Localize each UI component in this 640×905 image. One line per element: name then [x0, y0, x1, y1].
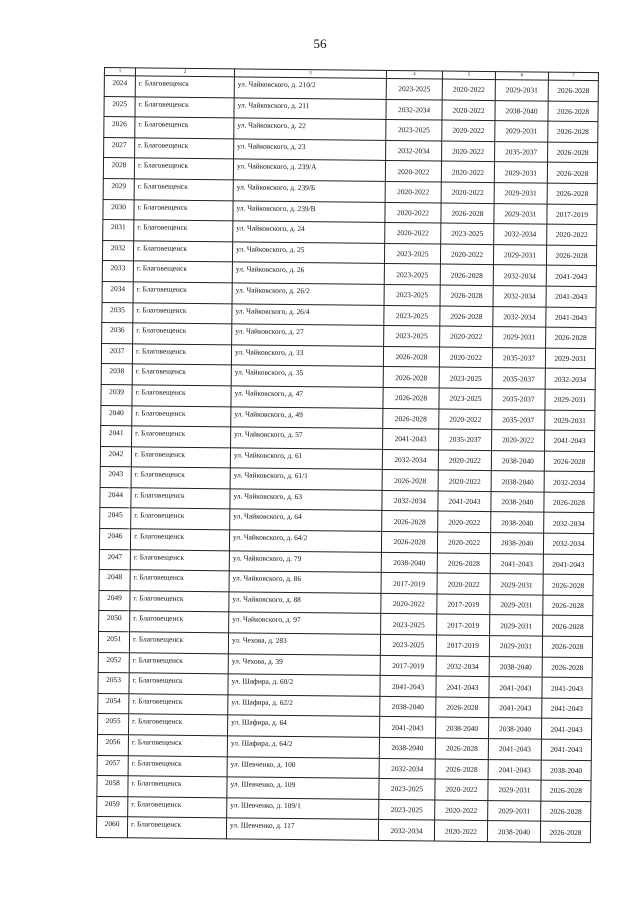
city-cell: г. Благовещенск [129, 694, 228, 716]
city-cell: г. Благовещенск [129, 673, 228, 695]
period-cell: 2020-2022 [547, 224, 597, 245]
period-cell: 2041-2043 [489, 677, 542, 698]
address-cell: ул. Чайковского, д. 86 [229, 571, 381, 593]
address-cell: ул. Чайковского, д. 239/А [233, 159, 385, 181]
period-cell: 2020-2022 [440, 326, 493, 347]
row-number: 2054 [98, 693, 129, 714]
city-cell: г. Благовещенск [130, 549, 229, 571]
column-number: 5 [442, 71, 495, 80]
period-cell: 2020-2022 [441, 161, 494, 182]
city-cell: г. Благовещенск [133, 323, 232, 345]
city-cell: г. Благовещенск [131, 467, 230, 489]
period-cell: 2026-2028 [440, 264, 493, 285]
period-cell: 2026-2028 [543, 574, 593, 595]
period-cell: 2020-2022 [437, 573, 490, 594]
city-cell: г. Благовещенск [128, 755, 227, 777]
city-cell: г. Благовещенск [128, 735, 227, 757]
address-cell: ул. Чайковского, д. 27 [232, 324, 384, 346]
period-cell: 2020-2022 [381, 593, 437, 614]
period-cell: 2029-2031 [494, 183, 547, 204]
period-cell: 2026-2028 [546, 327, 596, 348]
period-cell: 2020-2022 [442, 120, 495, 141]
table-body [96, 76, 598, 843]
period-cell: 2026-2028 [547, 183, 597, 204]
row-number: 2028 [103, 158, 134, 179]
city-cell: г. Благовещенск [134, 220, 233, 242]
row-number: 2059 [97, 796, 128, 817]
address-cell: ул. Шевченко, д. 109/1 [227, 798, 379, 820]
address-cell: ул. Чайковского, д. 61/1 [230, 468, 382, 490]
city-cell: г. Благовещенск [130, 529, 229, 551]
period-cell: 2017-2019 [437, 594, 490, 615]
row-number: 2042 [100, 446, 131, 467]
period-cell: 2041-2043 [542, 698, 592, 719]
period-cell: 2026-2028 [441, 203, 494, 224]
period-cell: 2029-2031 [493, 244, 546, 265]
city-cell: г. Благовещенск [132, 405, 231, 427]
period-cell: 2041-2043 [546, 307, 596, 328]
period-cell: 2017-2019 [381, 573, 437, 594]
period-cell: 2023-2025 [379, 779, 435, 800]
period-cell: 2026-2028 [542, 636, 592, 657]
row-number: 2057 [97, 755, 128, 776]
period-cell: 2035-2037 [492, 388, 545, 409]
city-cell: г. Благовещенск [131, 446, 230, 468]
city-cell: г. Благовещенск [130, 611, 229, 633]
page-number: 56 [313, 36, 327, 51]
period-cell: 2026-2028 [548, 80, 598, 101]
row-number: 2039 [101, 384, 132, 405]
period-cell: 2041-2043 [383, 429, 439, 450]
period-cell: 2020-2022 [442, 79, 495, 100]
period-cell: 2038-2040 [495, 100, 548, 121]
city-cell: г. Благовещенск [131, 488, 230, 510]
address-cell: ул. Чайковского, д. 97 [229, 612, 381, 634]
period-cell: 2032-2034 [382, 449, 438, 470]
address-cell: ул. Шафира, д. 64 [228, 715, 380, 737]
period-cell: 2038-2040 [541, 760, 591, 781]
city-cell: г. Благовещенск [131, 508, 230, 530]
city-cell: г. Благовещенск [135, 117, 234, 139]
address-cell: ул. Чайковского, д. 57 [231, 427, 383, 449]
row-number: 2041 [101, 426, 132, 447]
period-cell: 2026-2028 [381, 531, 437, 552]
period-cell: 2032-2034 [379, 758, 435, 779]
period-cell: 2023-2025 [386, 78, 442, 99]
period-cell: 2041-2043 [490, 553, 543, 574]
period-cell: 2020-2022 [385, 181, 441, 202]
period-cell: 2026-2028 [543, 616, 593, 637]
column-number: 6 [495, 72, 548, 81]
row-number: 2052 [98, 652, 129, 673]
period-cell: 2041-2043 [546, 265, 596, 286]
address-cell: ул. Шевченко, д. 109 [227, 777, 379, 799]
row-number: 2026 [104, 117, 135, 138]
period-cell: 2038-2040 [487, 821, 540, 842]
period-cell: 2029-2031 [488, 780, 541, 801]
address-cell: ул. Чайковского, д. 26/4 [232, 303, 384, 325]
column-number: 4 [386, 70, 442, 79]
period-cell: 2020-2022 [492, 430, 545, 451]
period-cell: 2029-2031 [490, 615, 543, 636]
period-cell: 2023-2025 [384, 243, 440, 264]
period-cell: 2029-2031 [489, 636, 542, 657]
row-number: 2058 [97, 776, 128, 797]
period-cell: 2041-2043 [543, 554, 593, 575]
period-cell: 2041-2043 [488, 759, 541, 780]
table-row [96, 817, 590, 843]
column-number: 1 [104, 68, 135, 76]
city-cell: г. Благовещенск [135, 76, 234, 98]
period-cell: 2029-2031 [494, 162, 547, 183]
period-cell: 2038-2040 [489, 656, 542, 677]
period-cell: 2038-2040 [491, 450, 544, 471]
period-cell: 2032-2034 [386, 99, 442, 120]
row-number: 2047 [99, 549, 130, 570]
city-cell: г. Благовещенск [130, 570, 229, 592]
period-cell: 2029-2031 [493, 327, 546, 348]
address-cell: ул. Чайковского, д. 88 [229, 592, 381, 614]
period-cell: 2035-2037 [492, 347, 545, 368]
period-cell: 2041-2043 [546, 286, 596, 307]
period-cell: 2035-2037 [495, 141, 548, 162]
period-cell: 2026-2028 [543, 595, 593, 616]
period-cell: 2026-2028 [382, 511, 438, 532]
repair-schedule-table [96, 67, 599, 843]
period-cell: 2029-2031 [495, 80, 548, 101]
period-cell: 2029-2031 [488, 800, 541, 821]
period-cell: 2035-2037 [492, 409, 545, 430]
column-number: 3 [234, 69, 386, 79]
row-number: 2053 [98, 673, 129, 694]
period-cell: 2032-2034 [493, 306, 546, 327]
period-cell: 2029-2031 [545, 410, 595, 431]
period-cell: 2032-2034 [493, 286, 546, 307]
row-number: 2034 [102, 281, 133, 302]
period-cell: 2038-2040 [491, 471, 544, 492]
period-cell: 2029-2031 [545, 389, 595, 410]
period-cell: 2041-2043 [488, 739, 541, 760]
address-cell: ул. Шафира, д. 62/2 [228, 695, 380, 717]
row-number: 2043 [100, 467, 131, 488]
row-number: 2027 [104, 137, 135, 158]
row-number: 2025 [104, 96, 135, 117]
period-cell: 2023-2025 [384, 326, 440, 347]
period-cell: 2041-2043 [436, 676, 489, 697]
period-cell: 2026-2028 [383, 387, 439, 408]
period-cell: 2026-2028 [544, 492, 594, 513]
address-cell: ул. Чайковского, д. 33 [231, 345, 383, 367]
city-cell: г. Благовещенск [132, 364, 231, 386]
period-cell: 2020-2022 [385, 202, 441, 223]
city-cell: г. Благовещенск [133, 241, 232, 263]
row-number: 2040 [101, 405, 132, 426]
period-cell: 2026-2028 [383, 408, 439, 429]
city-cell: г. Благовещенск [128, 776, 227, 798]
address-cell: ул. Чайковского, д. 24 [233, 221, 385, 243]
city-cell: г. Благовещенск [134, 179, 233, 201]
address-cell: ул. Чайковского, д. 26 [232, 262, 384, 284]
city-cell: г. Благовещенск [127, 817, 226, 839]
period-cell: 2038-2040 [491, 491, 544, 512]
row-number: 2036 [102, 323, 133, 344]
address-cell: ул. Чайковского, д. 63 [230, 489, 382, 511]
period-cell: 2020-2022 [435, 779, 488, 800]
period-cell: 2029-2031 [490, 574, 543, 595]
address-cell: ул. Чайковского, д. 239/Б [233, 180, 385, 202]
period-cell: 2023-2025 [384, 264, 440, 285]
period-cell: 2026-2028 [548, 142, 598, 163]
period-cell: 2032-2034 [493, 265, 546, 286]
address-cell: ул. Чайковского, д. 26/2 [232, 283, 384, 305]
row-number: 2035 [102, 302, 133, 323]
address-cell: ул. Чайковского, д. 211 [234, 97, 386, 119]
city-cell: г. Благовещенск [134, 158, 233, 180]
period-cell: 2026-2028 [547, 163, 597, 184]
column-number: 2 [135, 68, 234, 77]
period-cell: 2023-2025 [441, 223, 494, 244]
city-cell: г. Благовещенск [128, 797, 227, 819]
period-cell: 2020-2022 [434, 820, 487, 841]
period-cell: 2023-2025 [380, 634, 436, 655]
city-cell: г. Благовещенск [132, 344, 231, 366]
period-cell: 2020-2022 [438, 511, 491, 532]
period-cell: 2026-2028 [383, 367, 439, 388]
period-cell: 2020-2022 [439, 347, 492, 368]
address-cell: ул. Чайковского, д. 64 [230, 509, 382, 531]
address-cell: ул. Чайковского, д. 239/В [233, 200, 385, 222]
row-number: 2033 [102, 261, 133, 282]
city-cell: г. Благовещенск [130, 591, 229, 613]
period-cell: 2023-2025 [386, 120, 442, 141]
period-cell: 2038-2040 [379, 737, 435, 758]
city-cell: г. Благовещенск [132, 385, 231, 407]
row-number: 2044 [100, 487, 131, 508]
column-number: 7 [548, 72, 598, 81]
period-cell: 2026-2028 [440, 306, 493, 327]
row-number: 2029 [103, 178, 134, 199]
address-cell: ул. Чехова, д. 39 [228, 653, 380, 675]
period-cell: 2041-2043 [542, 677, 592, 698]
address-cell: ул. Чайковского, д. 79 [229, 550, 381, 572]
period-cell: 2017-2019 [436, 635, 489, 656]
period-cell: 2023-2025 [379, 799, 435, 820]
city-cell: г. Благовещенск [134, 199, 233, 221]
period-cell: 2026-2028 [383, 346, 439, 367]
city-cell: г. Благовещенск [135, 96, 234, 118]
period-cell: 2026-2028 [382, 470, 438, 491]
period-cell: 2020-2022 [441, 182, 494, 203]
period-cell: 2026-2028 [437, 553, 490, 574]
period-cell: 2029-2031 [490, 594, 543, 615]
period-cell: 2029-2031 [545, 348, 595, 369]
period-cell: 2041-2043 [545, 430, 595, 451]
period-cell: 2020-2022 [438, 470, 491, 491]
address-cell: ул. Чайковского, д. 22 [234, 118, 386, 140]
period-cell: 2017-2019 [547, 204, 597, 225]
period-cell: 2032-2034 [543, 533, 593, 554]
row-number: 2030 [103, 199, 134, 220]
period-cell: 2020-2022 [385, 161, 441, 182]
period-cell: 2041-2043 [380, 676, 436, 697]
city-cell: г. Благовещенск [133, 261, 232, 283]
period-cell: 2023-2025 [384, 284, 440, 305]
period-cell: 2020-2022 [442, 100, 495, 121]
row-number: 2037 [101, 343, 132, 364]
period-cell: 2032-2034 [382, 490, 438, 511]
address-cell: ул. Шевченко, д. 117 [226, 818, 378, 840]
city-cell: г. Благовещенск [133, 282, 232, 304]
period-cell: 2023-2025 [381, 614, 437, 635]
period-cell: 2035-2037 [439, 429, 492, 450]
period-cell: 2020-2022 [385, 223, 441, 244]
period-cell: 2032-2034 [494, 224, 547, 245]
row-number: 2024 [104, 76, 135, 97]
period-cell: 2032-2034 [544, 513, 594, 534]
period-cell: 2023-2025 [439, 367, 492, 388]
period-cell: 2038-2040 [435, 717, 488, 738]
row-number: 2055 [98, 714, 129, 735]
period-cell: 2032-2034 [378, 820, 434, 841]
period-cell: 2026-2028 [541, 780, 591, 801]
address-cell: ул. Чайковского, д. 47 [231, 386, 383, 408]
address-cell: ул. Чайковского, д. 23 [234, 139, 386, 161]
period-cell: 2032-2034 [386, 140, 442, 161]
period-cell: 2029-2031 [494, 203, 547, 224]
period-cell: 2041-2043 [379, 717, 435, 738]
period-cell: 2026-2028 [548, 121, 598, 142]
address-cell: ул. Шафира, д. 60/2 [228, 674, 380, 696]
period-cell: 2032-2034 [544, 471, 594, 492]
row-number: 2050 [99, 611, 130, 632]
address-cell: ул. Чайковского, д. 49 [231, 406, 383, 428]
city-cell: г. Благовещенск [135, 138, 234, 160]
row-number: 2049 [99, 590, 130, 611]
city-cell: г. Благовещенск [129, 632, 228, 654]
period-cell: 2032-2034 [436, 656, 489, 677]
address-cell: ул. Чайковского, д. 25 [232, 242, 384, 264]
row-number: 2051 [98, 632, 129, 653]
period-cell: 2026-2028 [546, 245, 596, 266]
period-cell: 2041-2043 [438, 491, 491, 512]
period-cell: 2026-2028 [541, 801, 591, 822]
period-cell: 2035-2037 [492, 368, 545, 389]
period-cell: 2026-2028 [440, 285, 493, 306]
address-cell: ул. Чайковского, д. 35 [231, 365, 383, 387]
address-cell: ул. Чайковского, д. 61 [230, 448, 382, 470]
period-cell: 2026-2028 [436, 697, 489, 718]
row-number: 2056 [97, 734, 128, 755]
period-cell: 2017-2019 [380, 655, 436, 676]
period-cell: 2038-2040 [488, 718, 541, 739]
row-number: 2046 [99, 529, 130, 550]
period-cell: 2020-2022 [435, 800, 488, 821]
row-number: 2045 [100, 508, 131, 529]
period-cell: 2026-2028 [435, 738, 488, 759]
period-cell: 2023-2025 [384, 305, 440, 326]
period-cell: 2041-2043 [541, 719, 591, 740]
period-cell: 2038-2040 [491, 512, 544, 533]
period-cell: 2026-2028 [540, 821, 590, 842]
city-cell: г. Благовещенск [132, 426, 231, 448]
period-cell: 2029-2031 [495, 121, 548, 142]
period-cell: 2038-2040 [380, 696, 436, 717]
address-cell: ул. Шафира, д. 64/2 [227, 736, 379, 758]
period-cell: 2026-2028 [542, 657, 592, 678]
city-cell: г. Благовещенск [133, 302, 232, 324]
period-cell: 2026-2028 [435, 759, 488, 780]
period-cell: 2038-2040 [381, 552, 437, 573]
period-cell: 2020-2022 [438, 450, 491, 471]
period-cell: 2020-2022 [437, 532, 490, 553]
period-cell: 2020-2022 [440, 244, 493, 265]
address-cell: ул. Шевченко, д. 100 [227, 756, 379, 778]
period-cell: 2026-2028 [544, 451, 594, 472]
period-cell: 2017-2019 [437, 614, 490, 635]
row-number: 2031 [103, 220, 134, 241]
period-cell: 2020-2022 [442, 141, 495, 162]
period-cell: 2026-2028 [548, 101, 598, 122]
period-cell: 2032-2034 [545, 368, 595, 389]
row-number: 2060 [96, 817, 127, 838]
period-cell: 2020-2022 [439, 409, 492, 430]
period-cell: 2041-2043 [489, 697, 542, 718]
city-cell: г. Благовещенск [129, 714, 228, 736]
address-cell: ул. Чайковского, д. 64/2 [229, 530, 381, 552]
row-number: 2048 [99, 570, 130, 591]
row-number: 2038 [101, 364, 132, 385]
period-cell: 2041-2043 [541, 739, 591, 760]
period-cell: 2038-2040 [490, 533, 543, 554]
period-cell: 2023-2025 [439, 388, 492, 409]
row-number: 2032 [102, 240, 133, 261]
address-cell: ул. Чайковского, д. 210/2 [234, 77, 386, 99]
address-cell: ул. Чехова, д. 283 [228, 633, 380, 655]
city-cell: г. Благовещенск [129, 652, 228, 674]
